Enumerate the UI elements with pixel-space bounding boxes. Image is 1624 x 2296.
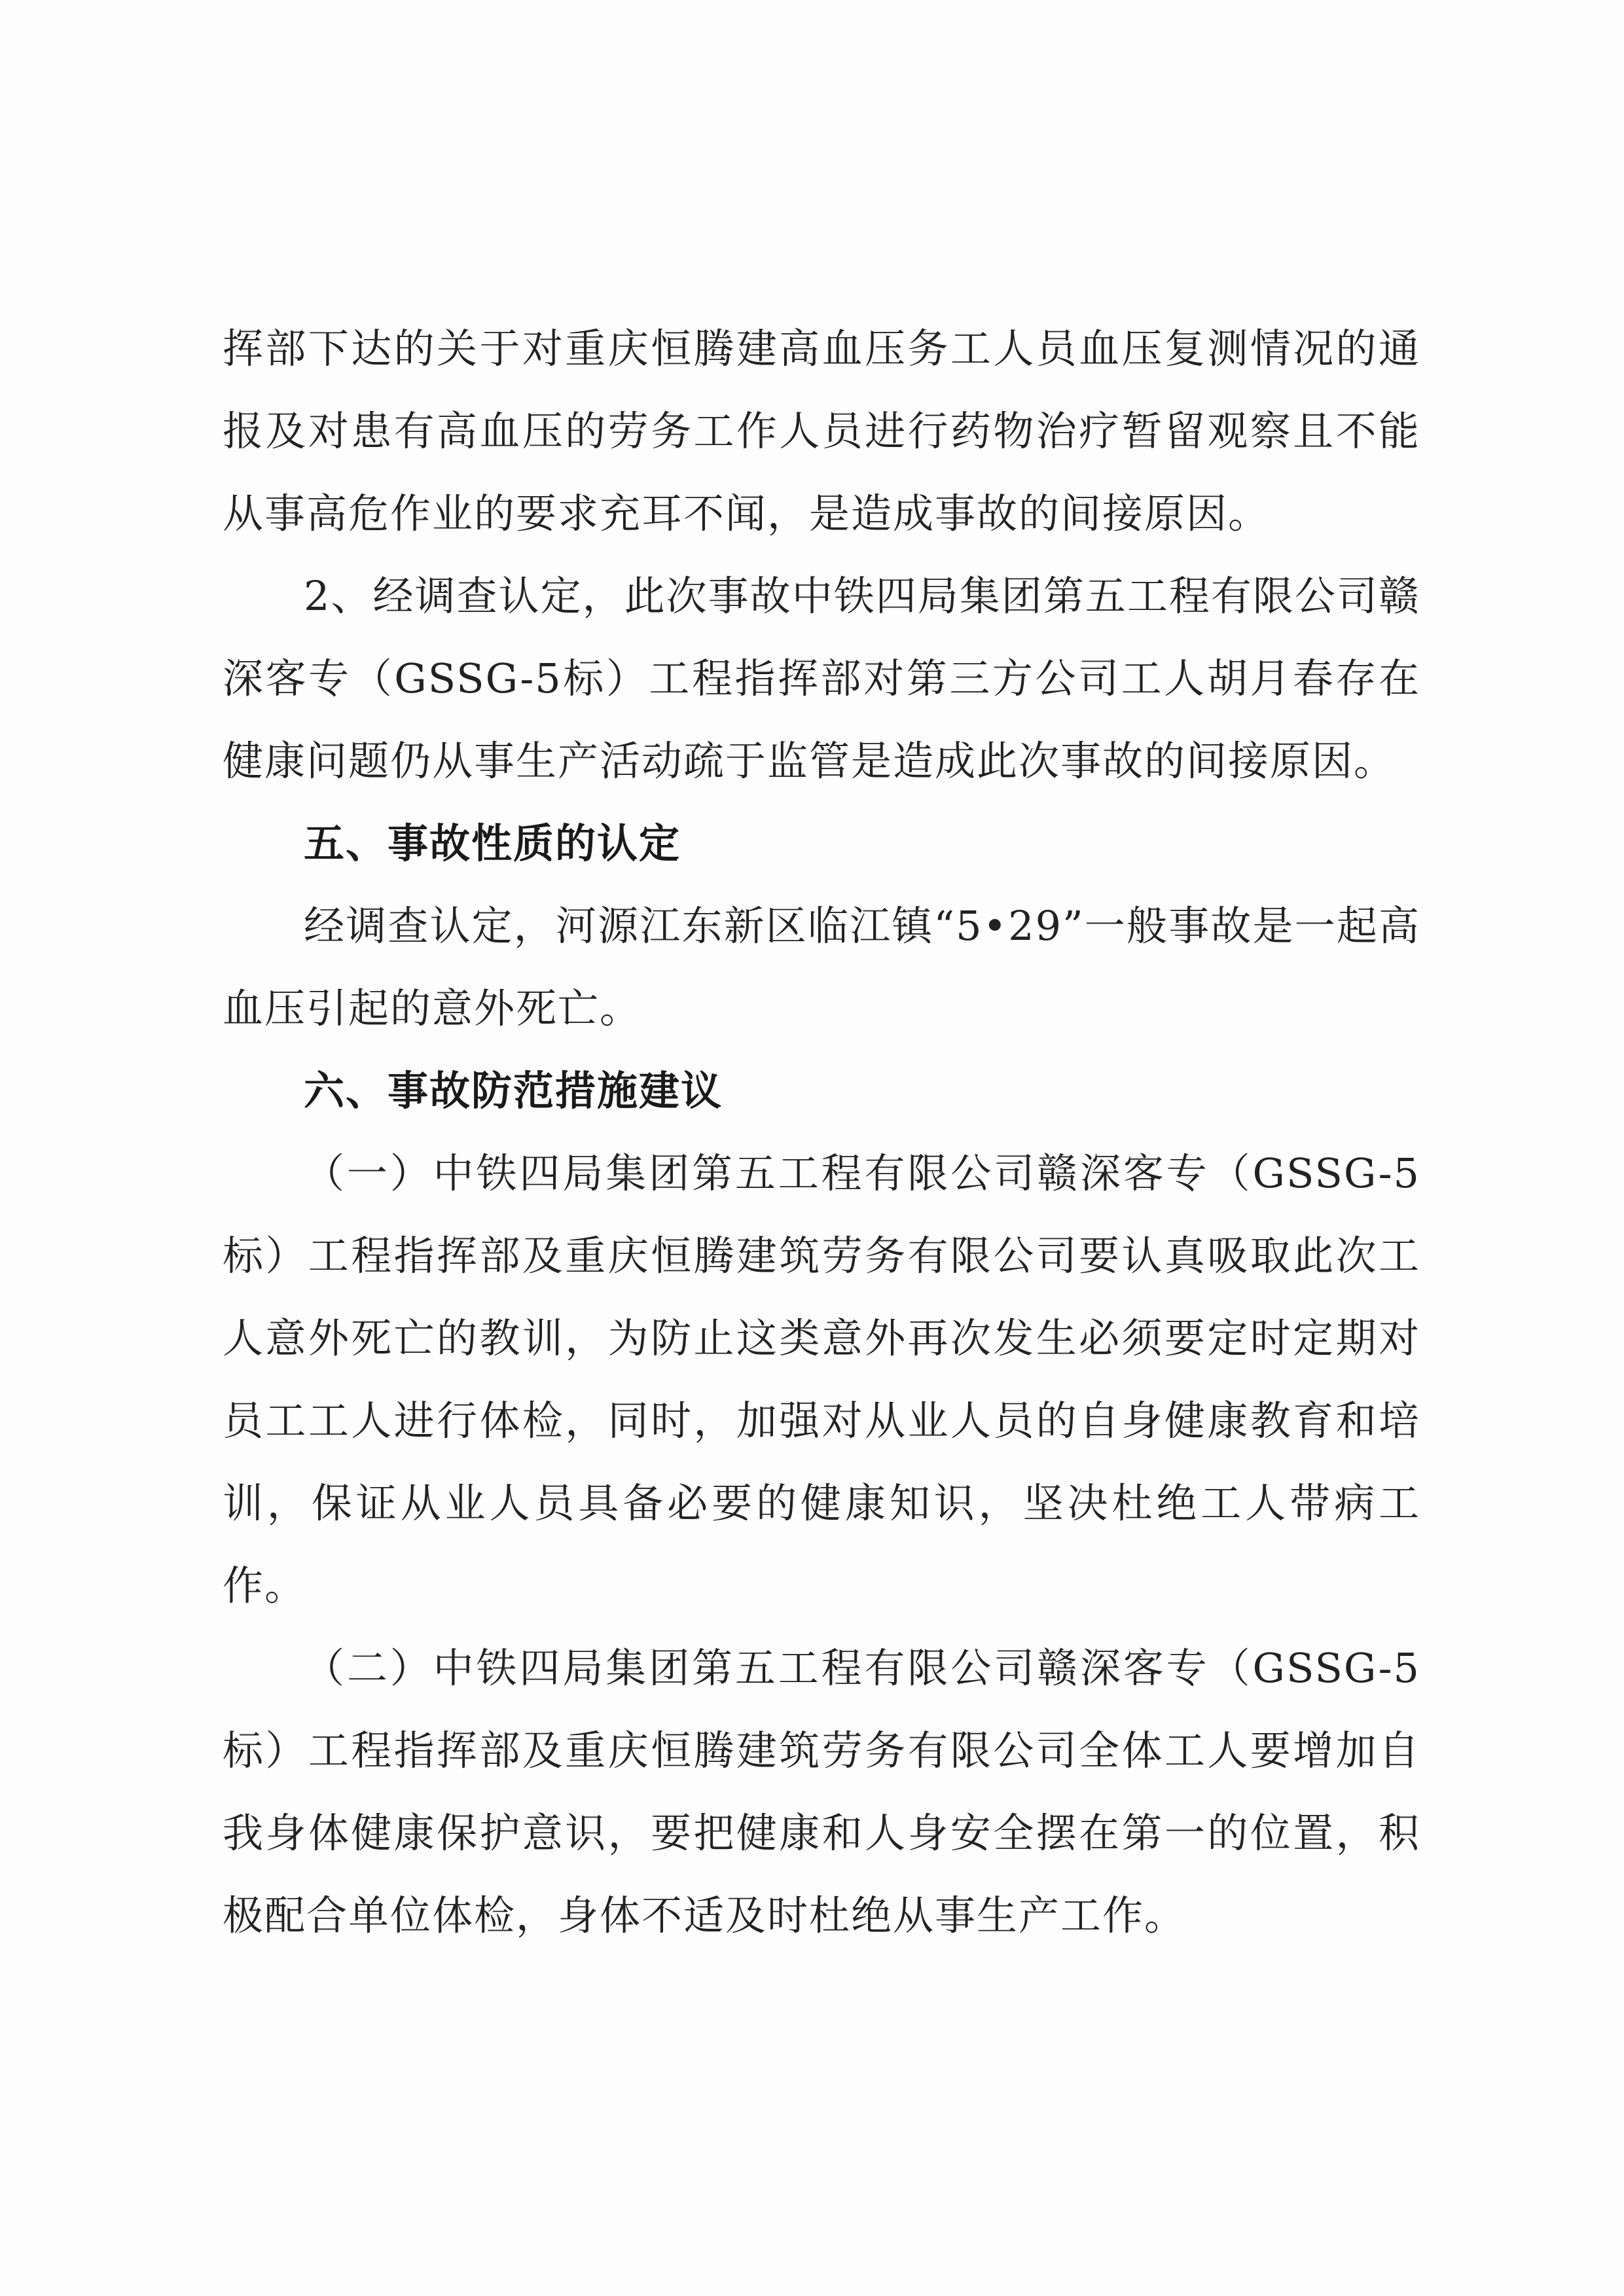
indirect-cause-paragraph-2: 2、经调查认定，此次事故中铁四局集团第五工程有限公司赣深客专（GSSG-5标）工程指挥部对第三方公司工人胡月春存在健康问题仍从事生产活动疏于监管是造成此次事故的间接原因。 xyxy=(223,572,1420,785)
section-5-heading: 五、事故性质的认定 xyxy=(304,819,681,867)
section-6-heading: 六、事故防范措施建议 xyxy=(304,1067,723,1115)
recommendation-2: （二）中铁四局集团第五工程有限公司赣深客专（GSSG-5标）工程指挥部及重庆恒腾建筑劳务有限公司全体工人要增加自我身体健康保护意识，要把健康和人身安全摆在第一的位置，积极配合单位体检，身体不适及时杜绝从事生产工作。 xyxy=(223,1644,1420,1939)
recommendation-1: （一）中铁四局集团第五工程有限公司赣深客专（GSSG-5标）工程指挥部及重庆恒腾建筑劳务有限公司要认真吸取此次工人意外死亡的教训，为防止这类意外再次发生必须要定时定期对员工工人进行体检，同时，加强对从业人员的自身健康教育和培训，保证从业人员具备必要的健康知识，坚决杜绝工人带病工作。 xyxy=(223,1149,1420,1609)
continuation-paragraph: 挥部下达的关于对重庆恒腾建高血压务工人员血压复测情况的通报及对患有高血压的劳务工作人员进行药物治疗暂留观察且不能从事高危作业的要求充耳不闻，是造成事故的间接原因。 xyxy=(223,325,1420,537)
section-5-body: 经调查认定，河源江东新区临江镇“5•29”一般事故是一起高血压引起的意外死亡。 xyxy=(223,902,1420,1032)
document-body xyxy=(223,308,1420,1957)
